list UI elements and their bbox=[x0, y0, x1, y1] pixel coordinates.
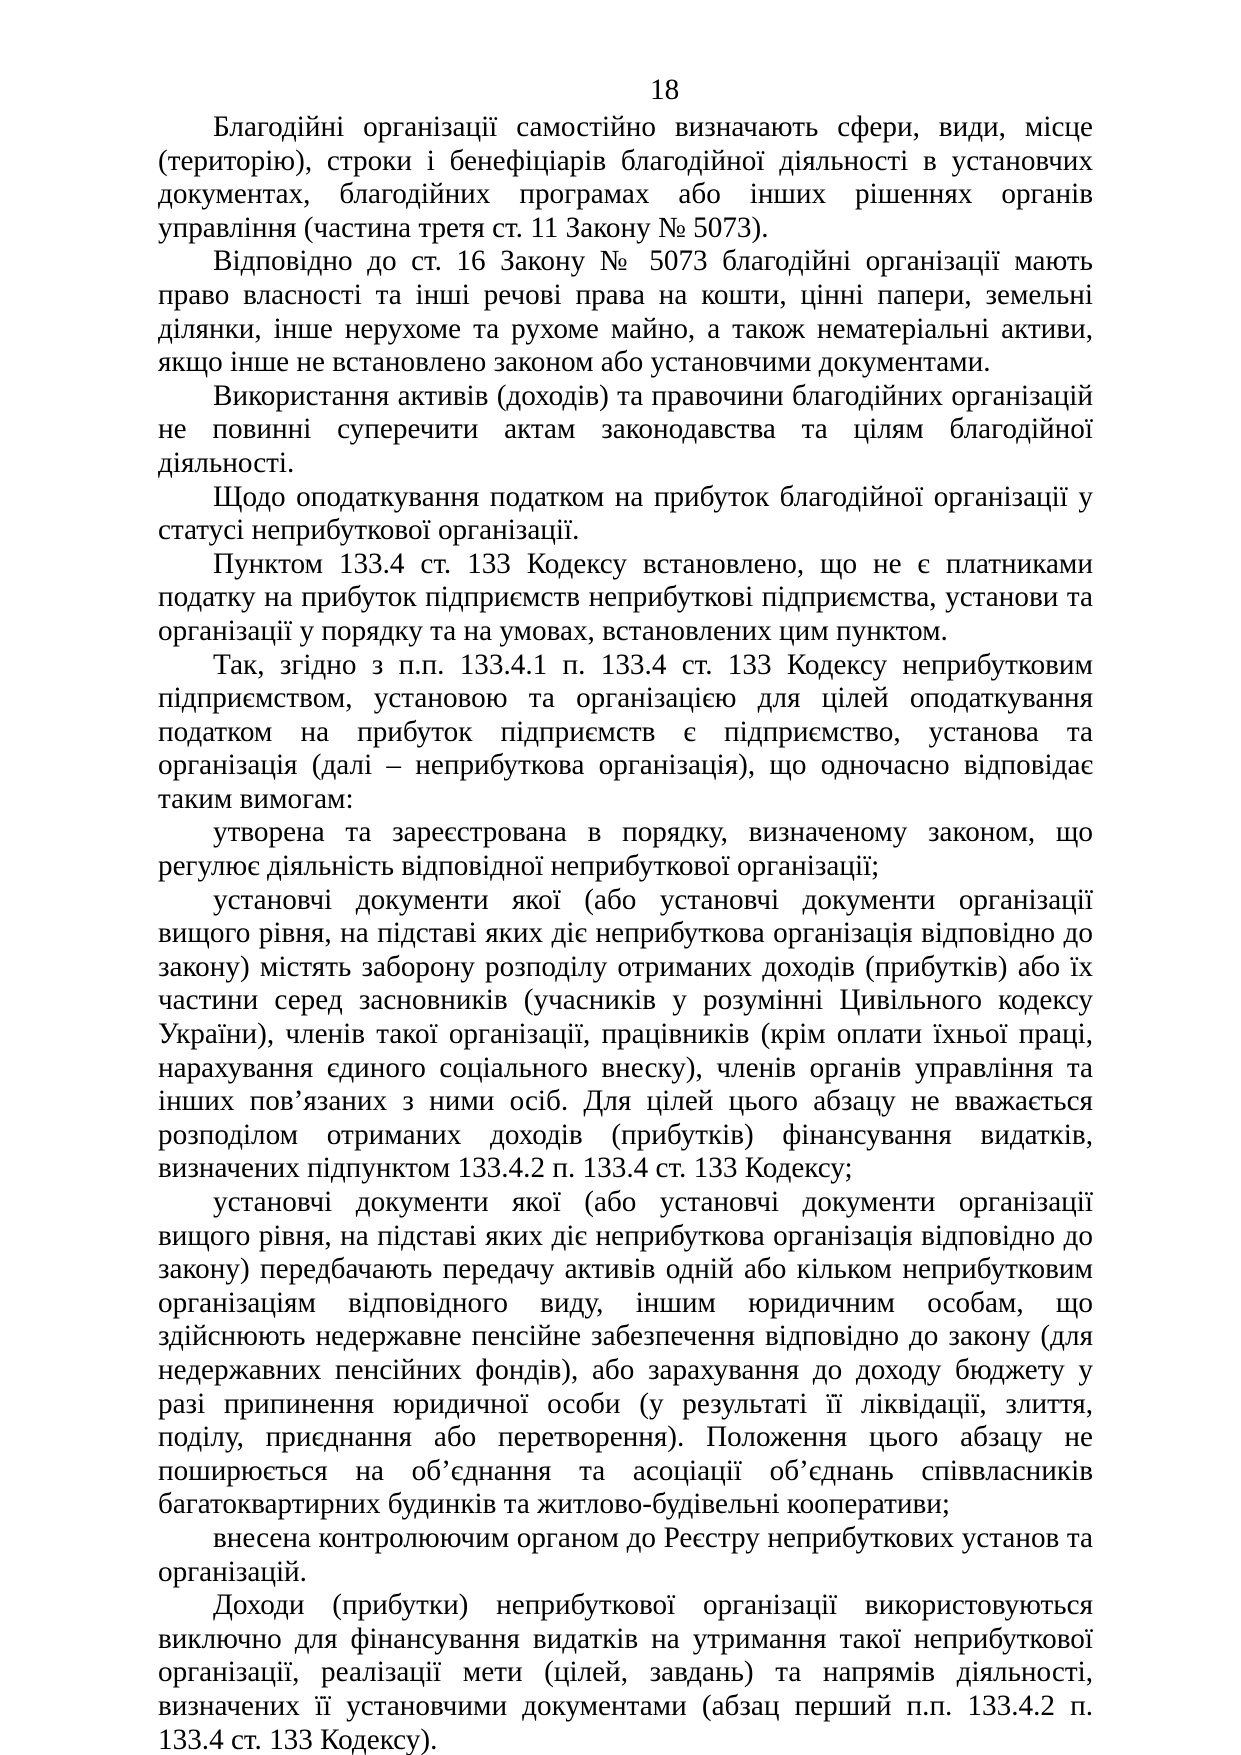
paragraph: Благодійні організації самостійно визначають сфери, види, місце (територію), строки і бенефіціарів благодійної діяльності в установчих документах, благодійних програмах або інших рішеннях органів управління (частина третя ст. 11 Закону № 5073). bbox=[158, 111, 1093, 244]
paragraph: утворена та зареєстрована в порядку, визначеному законом, що регулює діяльність відповідної неприбуткової організації; bbox=[158, 816, 1093, 883]
paragraph: Доходи (прибутки) неприбуткової організації використовуються виключно для фінансування видатків на утримання такої неприбуткової організації, реалізації мети (цілей, завдань) та напрямів діяльності, визначених її установчими документами (абзац перший п.п. 133.4.2 п. 133.4 ст. 133 Кодексу). bbox=[158, 1589, 1093, 1755]
paragraph: Використання активів (доходів) та правочини благодійних організацій не повинні суперечити актам законодавства та цілям благодійної діяльності. bbox=[158, 379, 1093, 479]
document-body bbox=[158, 111, 1093, 1755]
paragraph: Відповідно до ст. 16 Закону № 5073 благодійні організації мають право власності та інші речові права на кошти, цінні папери, земельні ділянки, інше нерухоме та рухоме майно, а також нематеріальні активи, якщо інше не встановлено законом або установчими документами. bbox=[158, 245, 1093, 379]
paragraph: Так, згідно з п.п. 133.4.1 п. 133.4 ст. 133 Кодексу неприбутковим підприємством, установою та організацією для цілей оподаткування податком на прибуток підприємств є підприємство, установа та організація (далі – неприбуткова організація), що одночасно відповідає таким вимогам: bbox=[158, 648, 1093, 815]
paragraph: установчі документи якої (або установчі документи організації вищого рівня, на підставі яких діє неприбуткова організація відповідно до закону) передбачають передачу активів одній або кільком неприбутковим організаціям відповідного виду, іншим юридичним особам, що здійснюють недержавне пенсійне забезпечення відповідно до закону (для недержавних пенсійних фондів), або зарахування до доходу бюджету у разі припинення юридичної особи (у результаті її ліквідації, злиття, поділу, приєднання або перетворення). Положення цього абзацу не поширюється на об’єднання та асоціації об’єднань співвласників багатоквартирних будинків та житлово-будівельні кооперативи; bbox=[158, 1186, 1093, 1521]
paragraph: Щодо оподаткування податком на прибуток благодійної організації у статусі неприбуткової організації. bbox=[158, 480, 1093, 547]
paragraph: Пунктом 133.4 ст. 133 Кодексу встановлено, що не є платниками податку на прибуток підприємств неприбуткові підприємства, установи та організації у порядку та на умовах, встановлених цим пунктом. bbox=[158, 547, 1093, 647]
paragraph: внесена контролюючим органом до Реєстру неприбуткових установ та організацій. bbox=[158, 1521, 1093, 1588]
paragraph: установчі документи якої (або установчі документи організації вищого рівня, на підставі яких діє неприбуткова організація відповідно до закону) містять заборону розподілу отриманих доходів (прибутків) або їх частини серед засновників (учасників у розумінні Цивільного кодексу України), членів такої організації, працівників (крім оплати їхньої праці, нарахування єдиного соціального внеску), членів органів управління та інших пов’язаних з ними осіб. Для цілей цього абзацу не вважається розподілом отриманих доходів (прибутків) фінансування видатків, визначених підпунктом 133.4.2 п. 133.4 ст. 133 Кодексу; bbox=[158, 883, 1093, 1185]
page-number: 18 bbox=[650, 74, 680, 106]
